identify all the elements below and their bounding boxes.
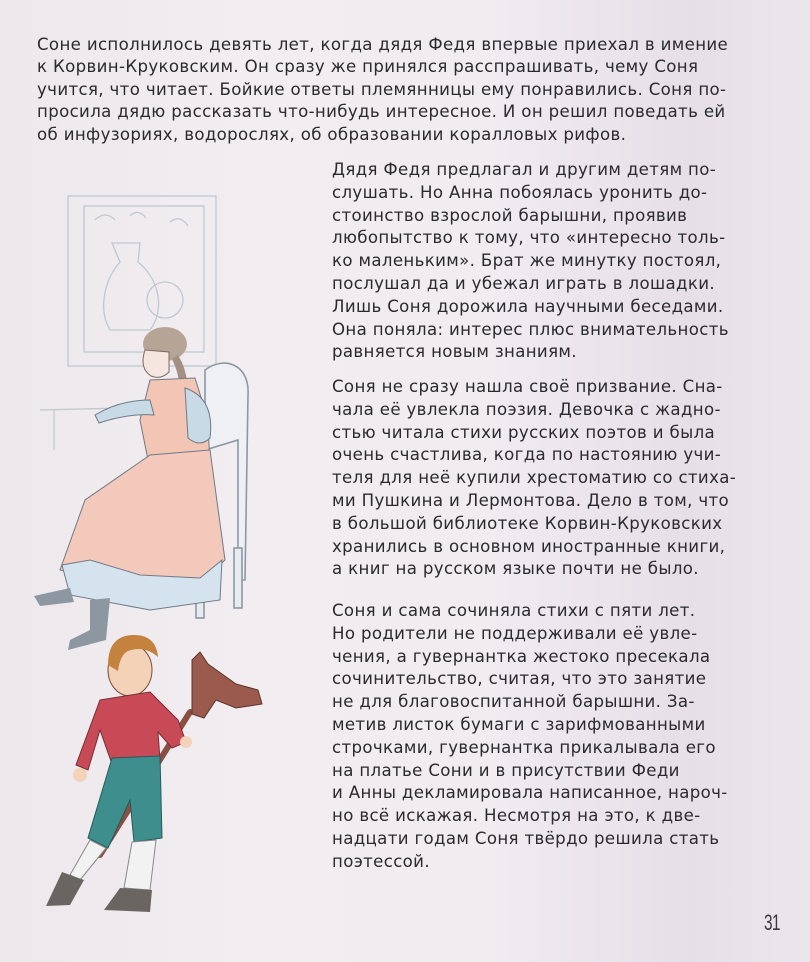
text-line: очень счастлива, когда по настоянию учи- [332,445,722,465]
text-line: не для благовоспитанной барышни. За- [332,692,695,712]
text-line: а книг на русском языке почти не было. [332,559,699,579]
text-line: стью читала стихи русских поэтов и была [332,422,716,442]
page-number: 31 [764,910,780,935]
text-line: стоинство взрослой барышни, проявив [332,205,688,225]
text-line: об инфузориях, водорослях, об образовании коралловых рифов. [37,124,627,144]
text-line: Она поняла: интерес плюс внимательность [332,319,729,339]
text-line: Соня и сама сочиняла стихи с пяти лет. [332,601,696,620]
text-line: в большой библиотеке Корвин-Круковских [332,513,723,533]
text-line: строчками, гувернантка прикалывала его [332,737,716,757]
text-line: чения, а гувернантка жестоко пресекала [332,646,711,666]
text-line: надцати годам Соня твёрдо решила стать [332,828,720,848]
text-line: но всё искажая. Несмотря на это, к две- [332,806,701,826]
text-line: ко маленьким». Брат же минутку постоял, [332,251,722,271]
text-line: учится, что читает. Бойкие ответы племянницы ему понравились. Соня по- [37,79,727,99]
text-line: хранились в основном иностранные книги, [332,536,726,556]
text-line: просила дядю рассказать что-нибудь интересное. И он решил поведать ей [37,102,726,122]
text-line: на платье Сони и в присутствии Феди [332,760,680,780]
illustration [0,140,320,930]
text-line: Но родители не поддерживали её увле- [332,623,698,643]
text-line: Лишь Соня дорожила научными беседами. [332,296,724,316]
intro-paragraph [37,34,729,146]
text-line: равняется новым знаниям. [332,342,577,362]
paragraph-2 [332,376,752,581]
text-line: поэтессой. [332,851,430,871]
text-line: Дядя Федя предлагал и другим детям по- [332,160,717,179]
text-line: ми Пушкина и Лермонтова. Дело в том, что [332,490,730,510]
text-line: слушать. Но Анна побоялась уронить до- [332,182,708,202]
boy-with-hobby-horse-icon [46,635,262,912]
text-line: и Анны декламировала написанное, нароч- [332,783,728,803]
text-line: теля для неё купили хрестоматию со стиха- [332,468,737,488]
paragraph-1 [332,159,752,364]
text-line: любопытство к тому, что «интересно толь- [332,228,726,248]
paragraph-3 [332,600,752,874]
text-line: сочинительство, считая, что это занятие [332,669,707,689]
text-line: послушал да и убежал играть в лошадки. [332,273,715,293]
text-line: чала её увлекла поэзия. Девочка с жадно- [332,399,721,419]
seated-girl-icon [34,327,225,650]
text-line: Соне исполнилось девять лет, когда дядя Федя впервые приехал в имение [37,35,729,54]
text-line: Соня не сразу нашла своё призвание. Сна- [332,377,723,396]
text-line: метив листок бумаги с зарифмованными [332,714,706,734]
text-line: к Корвин-Круковским. Он сразу же принялся расспрашивать, чему Соня [37,57,699,77]
